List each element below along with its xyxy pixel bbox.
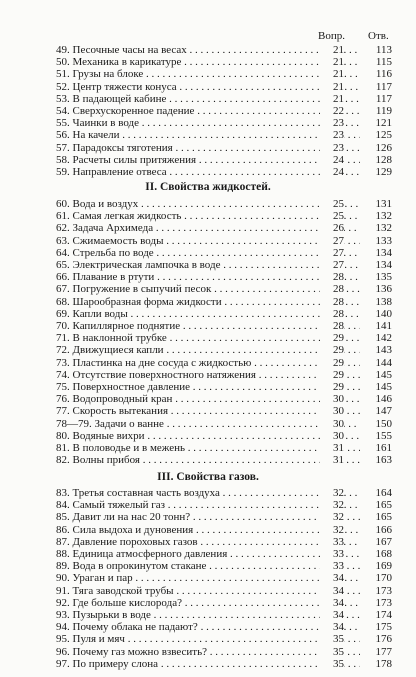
toc-entry [0,81,416,94]
toc-entry-question-page: 29 [320,332,344,345]
toc-entry-answer-page: 144 [375,356,392,369]
toc-entry [0,381,416,394]
toc-entry-question-page: 21 [320,68,344,81]
toc-entry [0,633,416,646]
toc-entry-question-page: 31 [320,442,344,455]
toc-entry-question-page: 23 [320,117,344,130]
toc-entry-title: 56. На качели . . . [56,129,360,142]
toc-entry-question-page: 24 [320,166,344,179]
toc-entry [0,154,416,167]
toc-entry [0,296,416,309]
toc-entry-title: 80. Водяные вихри . . . [56,430,360,443]
toc-entry-answer-page: 132 [375,210,392,223]
toc-entry-question-page: 29 [320,344,344,357]
toc-entry-question-page: 35 [320,633,344,646]
toc-entry-answer-page: 136 [375,283,392,296]
toc-entry-answer-page: 140 [375,307,392,320]
toc-entry-question-page: 34 [320,572,344,585]
toc-entry-title: 61. Самая легкая жидкость . . . [56,210,360,223]
toc-entry-title: 67. Погружение в сыпучий песок . . . [56,283,360,296]
toc-entry-answer-page: 178 [375,657,392,670]
toc-entry-answer-page: 163 [375,454,392,467]
toc-entry-title: 92. Где больше кислорода? . . . [56,597,360,610]
toc-entry [0,320,416,333]
toc-entry-answer-page: 132 [375,222,392,235]
toc-entry-question-page: 21 [320,93,344,106]
toc-entry-answer-page: 176 [375,633,392,646]
toc-entry [0,166,416,179]
toc-entry [0,572,416,585]
toc-entry-question-page: 21 [320,44,344,57]
toc-entry [0,511,416,524]
toc-entry-answer-page: 115 [375,56,392,69]
toc-entry-question-page: 23 [320,142,344,155]
toc-entry-title: 75. Поверхностное давление . . . [56,381,360,394]
toc-entry-question-page: 35 [320,658,344,671]
toc-entry [0,621,416,634]
toc-entry [0,235,416,248]
toc-entry-answer-page: 175 [375,621,392,634]
toc-entry-title: 88. Единица атмосферного давления . . . [56,548,360,561]
toc-entry-question-page: 22 [320,105,344,118]
toc-entry [0,210,416,223]
toc-entry-answer-page: 121 [375,117,392,130]
toc-entry [0,117,416,130]
toc-entry-answer-page: 134 [375,246,392,259]
section-heading-liquids: II. Свойства жидкостей. [145,181,271,193]
toc-entry [0,344,416,357]
toc-entry-answer-page: 165 [375,499,392,512]
toc-entry-title: 91. Тяга заводской трубы . . . [56,585,360,598]
toc-entry [0,658,416,671]
toc-entry-title: 78—79. Задачи о ванне . . . [56,418,360,431]
toc-entry-question-page: 28 [320,283,344,296]
toc-entry [0,247,416,260]
toc-entry-title: 62. Задача Архимеда . . . [56,222,360,235]
toc-entry-question-page: 29 [320,369,344,382]
toc-entry-question-page: 32 [320,524,344,537]
toc-entry-question-page: 31 [320,454,344,467]
toc-entry-question-page: 29 [320,357,344,370]
toc-entry-answer-page: 168 [375,548,392,560]
toc-entry-title: 82. Волны прибоя . . . [56,454,360,467]
toc-entry [0,548,416,561]
toc-entry-question-page: 23 [320,129,344,142]
toc-entry-answer-page: 125 [375,129,392,142]
toc-entry [0,308,416,321]
toc-entry [0,430,416,443]
toc-entry-title: 66. Плавание в ртути . . . [56,271,360,284]
toc-entry-answer-page: 145 [375,368,392,381]
toc-entry-question-page: 25 [320,210,344,223]
toc-entry-title: 73. Пластинка на дне сосуда с жидкостью . . . [56,357,360,370]
toc-entry-title: 70. Капиллярное поднятие . . . [56,320,360,333]
toc-entry [0,369,416,382]
toc-entry [0,442,416,455]
toc-entry-question-page: 27 [320,235,344,248]
toc-entry [0,393,416,406]
toc-entry-title: 71. В наклонной трубке . . . [56,332,360,345]
toc-entry-question-page: 32 [320,499,344,512]
toc-entry-question-page: 25 [320,198,344,211]
toc-entry-answer-page: 131 [375,198,392,210]
toc-entry [0,499,416,512]
toc-entry-question-page: 30 [320,418,344,431]
toc-entry-answer-page: 135 [375,271,392,284]
toc-entry-answer-page: 126 [375,141,392,154]
toc-entry-answer-page: 138 [375,295,392,308]
toc-entry-answer-page: 116 [375,68,392,81]
toc-entry-answer-page: 165 [375,511,392,524]
toc-entry-title: 51. Грузы на блоке . . . [56,68,360,81]
toc-entry-answer-page: 128 [375,153,392,166]
toc-entry-answer-page: 169 [375,560,392,573]
section-heading-gases: III. Свойства газов. [157,471,259,483]
toc-entry-answer-page: 170 [375,572,392,585]
toc-entry [0,597,416,610]
toc-entry-question-page: 28 [320,271,344,284]
toc-entry-title: 72. Движущиеся капли . . . [56,344,360,357]
toc-entry-title: 96. Почему газ можно взвесить? . . . [56,646,360,659]
toc-entry [0,105,416,118]
toc-entry-title: 55. Чаинки в воде . . . [56,117,360,130]
toc-entry-answer-page: 117 [375,92,392,105]
toc-entry-answer-page: 142 [375,332,392,345]
toc-entry [0,93,416,106]
toc-entry-title: 65. Электрическая лампочка в воде . . . [56,259,360,272]
answer-column-header: Отв. [368,30,389,42]
toc-entry-title: 59. Направление отвеса . . . [56,166,360,179]
toc-entry [0,68,416,81]
toc-entry-question-page: 21 [320,56,344,69]
toc-entry-question-page: 21 [320,81,344,94]
toc-entry-answer-page: 155 [375,429,392,442]
toc-entry [0,283,416,296]
toc-entry-title: 90. Ураган и пар . . . [56,572,360,585]
toc-entry-question-page: 34 [320,609,344,622]
toc-entry-question-page: 28 [320,308,344,321]
toc-entry-answer-page: 147 [375,405,392,418]
toc-entry-question-page: 30 [320,393,344,406]
toc-entry-answer-page: 173 [375,596,392,609]
toc-entry [0,646,416,659]
toc-entry-title: 58. Расчеты силы притяжения . . . [56,154,360,167]
toc-entry-answer-page: 119 [375,105,392,117]
toc-entry-title: 89. Вода в опрокинутом стакане . . . [56,560,360,573]
toc-entry-answer-page: 145 [375,381,392,393]
toc-entry-answer-page: 174 [375,609,392,621]
toc-entry-question-page: 28 [320,296,344,309]
toc-entry-answer-page: 143 [375,344,392,357]
toc-entry-question-page: 27 [320,259,344,272]
toc-entry-title: 57. Парадоксы тяготения . . . [56,142,360,155]
toc-entry-question-page: 29 [320,381,344,394]
toc-entry [0,418,416,431]
toc-entry [0,524,416,537]
toc-entry-question-page: 34 [320,621,344,634]
toc-entry-title: 86. Сила выдоха и дуновения . . . [56,524,360,537]
toc-entry [0,271,416,284]
toc-entry [0,142,416,155]
toc-entry [0,609,416,622]
toc-entry-question-page: 33 [320,560,344,573]
toc-entry-question-page: 34 [320,597,344,610]
toc-entry-answer-page: 177 [375,645,392,658]
toc-entry-title: 68. Шарообразная форма жидкости . . . [56,296,360,309]
toc-entry-title: 93. Пузырьки в воде . . . [56,609,360,622]
toc-entry-title: 69. Капли воды . . . [56,308,360,321]
toc-entry-answer-page: 117 [375,80,392,93]
toc-entry-answer-page: 129 [375,166,392,178]
toc-entry-answer-page: 150 [375,417,392,430]
toc-entry [0,487,416,500]
toc-entry-title: 53. В падающей кабине . . . [56,93,360,106]
toc-entry-title: 74. Отсутствие поверхностного натяжения . . . [56,369,360,382]
toc-entry-question-page: 30 [320,405,344,418]
toc-entry-answer-page: 167 [375,535,392,548]
toc-entry-answer-page: 133 [375,234,392,247]
toc-entry [0,405,416,418]
toc-entry-title: 83. Третья составная часть воздуха . . . [56,487,360,500]
toc-entry [0,536,416,549]
toc-entry-title: 60. Вода и воздух . . . [56,198,360,211]
toc-entry-question-page: 33 [320,536,344,549]
toc-entry-title: 87. Давление пороховых газов . . . [56,536,360,549]
toc-entry-title: 54. Сверхускоренное падение . . . [56,105,360,118]
toc-entry [0,129,416,142]
toc-entry-answer-page: 134 [375,259,392,271]
toc-entry-title: 77. Скорость вытекания . . . [56,405,360,418]
toc-entry [0,332,416,345]
toc-entry-question-page: 35 [320,646,344,659]
toc-entry-answer-page: 161 [375,442,392,454]
toc-entry-answer-page: 146 [375,393,392,406]
toc-entry-question-page: 34 [320,585,344,598]
toc-entry-answer-page: 141 [375,320,392,332]
toc-entry-question-page: 27 [320,247,344,260]
toc-entry [0,357,416,370]
toc-entry-title: 64. Стрельба по воде . . . [56,247,360,260]
toc-entry-answer-page: 166 [375,523,392,536]
toc-entry-question-page: 30 [320,430,344,443]
toc-entry-question-page: 32 [320,487,344,500]
toc-entry-question-page: 33 [320,548,344,561]
toc-entry [0,222,416,235]
toc-entry-question-page: 26 [320,222,344,235]
toc-entry [0,454,416,467]
toc-entry [0,44,416,57]
toc-entry-question-page: 28 [320,320,344,333]
question-column-header: Вопр. [318,30,345,42]
toc-entry-title: 81. В половодье и в межень . . . [56,442,360,455]
toc-entry-answer-page: 173 [375,584,392,597]
toc-entry-title: 85. Давит ли на нас 20 тонн? . . . [56,511,360,524]
toc-entry-title: 50. Механика в карикатуре . . . [56,56,360,69]
toc-entry-title: 49. Песочные часы на весах . . . [56,44,360,57]
toc-entry-question-page: 24 [320,154,344,167]
toc-entry-title: 97. По примеру слона . . . [56,658,360,671]
toc-entry-title: 76. Водопроводный кран . . . [56,393,360,406]
toc-entry [0,198,416,211]
toc-entry [0,259,416,272]
toc-entry [0,560,416,573]
toc-entry-answer-page: 164 [375,487,392,499]
toc-entry-title: 84. Самый тяжелый газ . . . [56,499,360,512]
toc-entry-title: 63. Сжимаемость воды . . . [56,235,360,248]
toc-entry-answer-page: 113 [375,44,392,56]
toc-entry [0,56,416,69]
toc-entry-question-page: 32 [320,511,344,524]
toc-entry-title: 94. Почему облака не падают? . . . [56,621,360,634]
toc-entry-title: 95. Пуля и мяч . . . [56,633,360,646]
toc-entry-title: 52. Центр тяжести конуса . . . [56,81,360,94]
toc-entry [0,585,416,598]
